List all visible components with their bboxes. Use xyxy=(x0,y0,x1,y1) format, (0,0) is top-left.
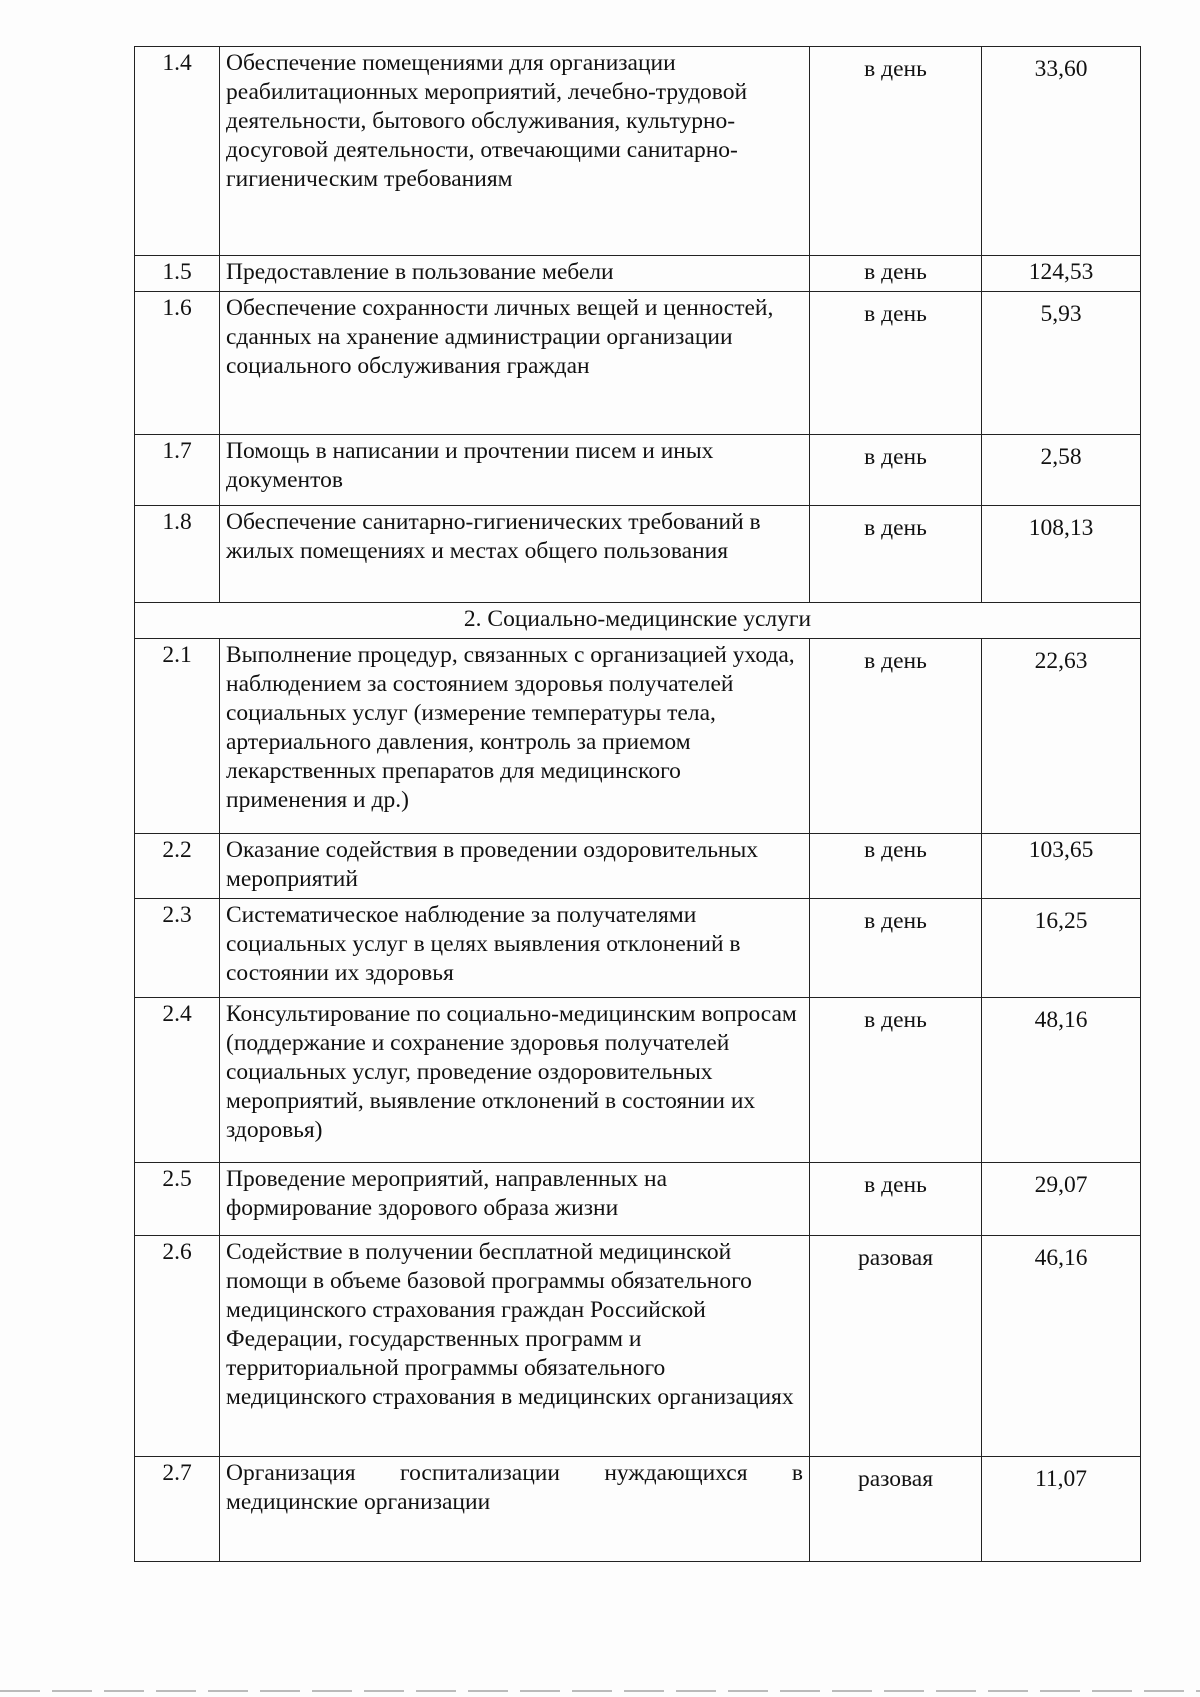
section-header-row xyxy=(135,603,1141,639)
service-description: Систематическое наблюдение за получателями социальных услуг в целях выявления отклонений в состоянии их здоровья xyxy=(220,899,810,998)
scan-edge-line xyxy=(0,1690,1200,1692)
unit-cell: в день xyxy=(810,256,982,292)
table-row xyxy=(135,256,1141,292)
price-cell: 33,60 xyxy=(982,47,1141,256)
services-price-table xyxy=(134,46,1141,1562)
row-number: 2.3 xyxy=(135,899,220,998)
price-cell: 22,63 xyxy=(982,639,1141,834)
row-number: 2.2 xyxy=(135,834,220,899)
row-number: 1.5 xyxy=(135,256,220,292)
row-number: 1.4 xyxy=(135,47,220,256)
service-description: Предоставление в пользование мебели xyxy=(220,256,810,292)
unit-cell: в день xyxy=(810,47,982,256)
table-row xyxy=(135,1236,1141,1457)
service-description: Организация госпитализации нуждающихся в медицинские организации xyxy=(220,1457,810,1562)
price-cell: 16,25 xyxy=(982,899,1141,998)
table-row xyxy=(135,899,1141,998)
table-row xyxy=(135,1457,1141,1562)
unit-cell: в день xyxy=(810,639,982,834)
service-description: Обеспечение помещениями для организации реабилитационных мероприятий, лечебно-трудовой деятельности, бытового обслуживания, культурно-досуговой деятельности, отвечающими санитарно-гигиеническим требованиям xyxy=(220,47,810,256)
price-cell: 103,65 xyxy=(982,834,1141,899)
price-cell: 48,16 xyxy=(982,998,1141,1163)
row-number: 2.6 xyxy=(135,1236,220,1457)
row-number: 1.6 xyxy=(135,292,220,435)
unit-cell: в день xyxy=(810,1163,982,1236)
table-row xyxy=(135,47,1141,256)
table-row xyxy=(135,292,1141,435)
price-cell: 124,53 xyxy=(982,256,1141,292)
service-description: Выполнение процедур, связанных с организацией ухода, наблюдением за состоянием здоровья получателей социальных услуг (измерение температуры тела, артериального давления, контроль за приемом лекарственных препаратов для медицинского применения и др.) xyxy=(220,639,810,834)
section-title: 2. Социально-медицинские услуги xyxy=(135,603,1141,639)
unit-cell: в день xyxy=(810,292,982,435)
row-number: 2.5 xyxy=(135,1163,220,1236)
price-cell: 5,93 xyxy=(982,292,1141,435)
row-number: 2.1 xyxy=(135,639,220,834)
unit-cell: в день xyxy=(810,435,982,506)
price-cell: 46,16 xyxy=(982,1236,1141,1457)
unit-cell: разовая xyxy=(810,1236,982,1457)
service-description: Проведение мероприятий, направленных на формирование здорового образа жизни xyxy=(220,1163,810,1236)
row-number: 2.7 xyxy=(135,1457,220,1562)
table-row xyxy=(135,435,1141,506)
unit-cell: в день xyxy=(810,506,982,603)
service-description: Обеспечение сохранности личных вещей и ценностей, сданных на хранение администрации организации социального обслуживания граждан xyxy=(220,292,810,435)
unit-cell: разовая xyxy=(810,1457,982,1562)
unit-cell: в день xyxy=(810,899,982,998)
price-cell: 2,58 xyxy=(982,435,1141,506)
service-description: Содействие в получении бесплатной медицинской помощи в объеме базовой программы обязательного медицинского страхования граждан Российской Федерации, государственных программ и территориальной программы обязательного медицинского страхования в медицинских организациях xyxy=(220,1236,810,1457)
price-cell: 11,07 xyxy=(982,1457,1141,1562)
service-description: Обеспечение санитарно-гигиенических требований в жилых помещениях и местах общего пользования xyxy=(220,506,810,603)
table-row xyxy=(135,639,1141,834)
table-row xyxy=(135,834,1141,899)
table-row xyxy=(135,998,1141,1163)
table-row xyxy=(135,506,1141,603)
row-number: 1.8 xyxy=(135,506,220,603)
service-description: Помощь в написании и прочтении писем и иных документов xyxy=(220,435,810,506)
row-number: 1.7 xyxy=(135,435,220,506)
table-row xyxy=(135,1163,1141,1236)
unit-cell: в день xyxy=(810,834,982,899)
service-description: Оказание содействия в проведении оздоровительных мероприятий xyxy=(220,834,810,899)
service-description: Консультирование по социально-медицинским вопросам (поддержание и сохранение здоровья получателей социальных услуг, проведение оздоровительных мероприятий, выявление отклонений в состоянии их здоровья) xyxy=(220,998,810,1163)
price-cell: 108,13 xyxy=(982,506,1141,603)
price-cell: 29,07 xyxy=(982,1163,1141,1236)
row-number: 2.4 xyxy=(135,998,220,1163)
unit-cell: в день xyxy=(810,998,982,1163)
